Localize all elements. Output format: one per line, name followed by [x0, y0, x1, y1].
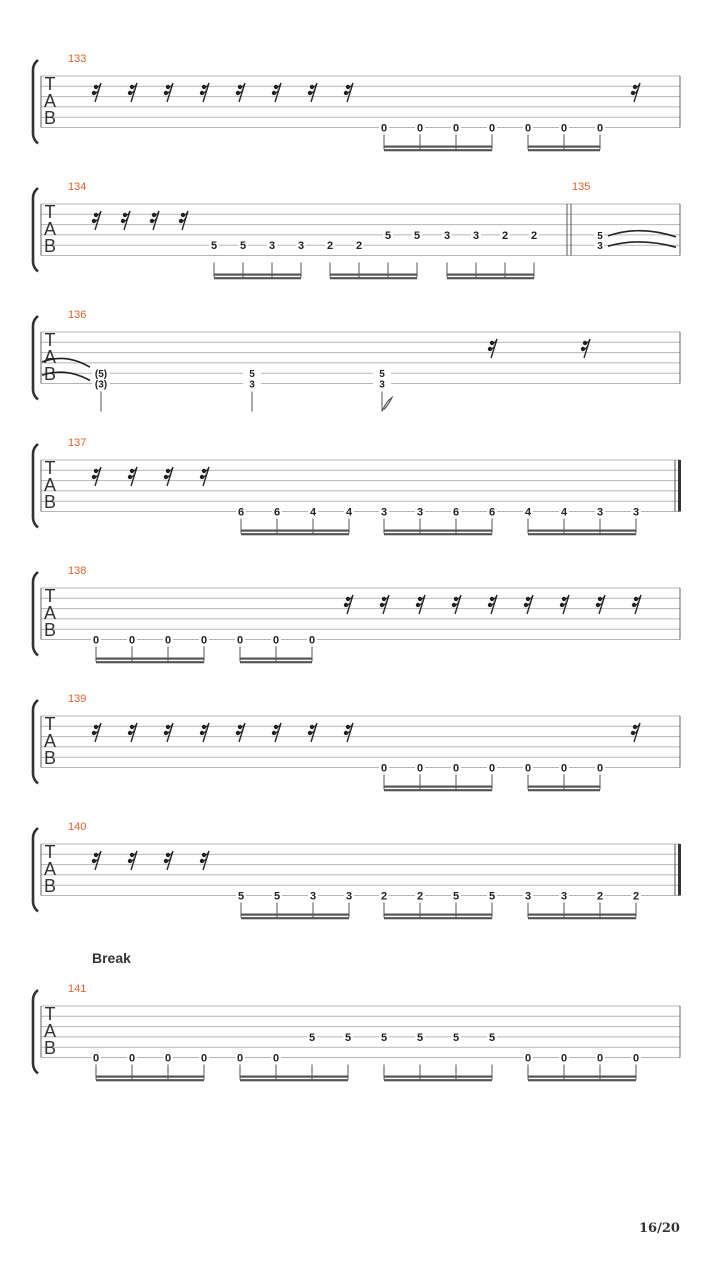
- fret-number: 3: [380, 506, 388, 519]
- fret-number: 0: [164, 1052, 172, 1065]
- fret-number: 0: [236, 1052, 244, 1065]
- tied-chord: [594, 228, 676, 252]
- tab-clef-a: A: [43, 475, 57, 495]
- measure-number: 134: [68, 181, 87, 193]
- tab-clef-t: T: [44, 74, 56, 94]
- fret-number: 0: [380, 762, 388, 775]
- fret-number: 2: [501, 229, 509, 242]
- beam: [447, 274, 534, 276]
- beam-group: [523, 505, 641, 536]
- tab-clef-b: B: [43, 364, 57, 384]
- fret-number: 2: [380, 890, 388, 903]
- fret-number: 0: [524, 122, 532, 135]
- fret-number: 5: [379, 369, 385, 381]
- tab-clef-b: B: [43, 620, 57, 640]
- fret-number: 3: [560, 890, 568, 903]
- beam: [214, 274, 301, 276]
- barline-thick: [678, 460, 681, 512]
- beam: [384, 789, 492, 791]
- fret-number: 0: [272, 1052, 280, 1065]
- measure-number: 137: [68, 437, 87, 449]
- beam-group: [235, 633, 317, 664]
- fret-number: 3: [472, 229, 480, 242]
- tab-clef-b: B: [43, 492, 57, 512]
- measure-number: 136: [68, 309, 87, 321]
- fret-number: 5: [210, 240, 218, 253]
- tab-staff-5: [33, 565, 680, 663]
- fret-number: 0: [452, 762, 460, 775]
- beam: [384, 1079, 492, 1081]
- beam: [96, 661, 204, 663]
- fret-number: 5: [488, 890, 496, 903]
- fret-number: 0: [236, 634, 244, 647]
- measure-number: 140: [68, 821, 87, 833]
- beam-group: [236, 505, 354, 536]
- tab-clef-b: B: [43, 108, 57, 128]
- beam: [241, 530, 349, 532]
- system-bracket: [33, 188, 38, 272]
- beam: [96, 658, 204, 660]
- beam: [384, 533, 492, 535]
- tab-clef-a: A: [43, 347, 57, 367]
- fret-number: 0: [200, 634, 208, 647]
- fret-number: 5: [380, 1031, 388, 1044]
- tab-clef-b: B: [43, 876, 57, 896]
- fret-number: 6: [273, 506, 281, 519]
- beam: [384, 530, 492, 532]
- fret-number: 3: [597, 241, 603, 253]
- beam: [240, 658, 312, 660]
- beam-group: [91, 633, 209, 664]
- fret-number: 0: [380, 122, 388, 135]
- beam-group: [523, 761, 605, 792]
- beam: [384, 146, 492, 148]
- beam: [528, 789, 600, 791]
- beam: [96, 1076, 204, 1078]
- fret-number: 0: [92, 1052, 100, 1065]
- fret-number: 6: [488, 506, 496, 519]
- beam-group: [325, 228, 422, 279]
- beam-group: [209, 238, 306, 279]
- beam: [528, 1079, 636, 1081]
- beam: [241, 533, 349, 535]
- fret-number: 3: [309, 890, 317, 903]
- tab-staff-2: [33, 181, 680, 279]
- fret-number: 0: [524, 762, 532, 775]
- beam: [384, 917, 492, 919]
- fret-number: 5: [237, 890, 245, 903]
- fret-number: 2: [416, 890, 424, 903]
- beam-group: [236, 889, 354, 920]
- beam-group: [379, 889, 497, 920]
- fret-number: 0: [488, 762, 496, 775]
- fret-number: 0: [452, 122, 460, 135]
- tab-staff-6: [33, 693, 680, 791]
- beam: [528, 530, 636, 532]
- tab-staff-1: [33, 53, 680, 151]
- beam-group: [91, 1051, 209, 1082]
- tab-clef-b: B: [43, 236, 57, 256]
- tab-clef-a: A: [43, 859, 57, 879]
- beam: [241, 917, 349, 919]
- fret-number: 2: [355, 240, 363, 253]
- system-bracket: [33, 572, 38, 656]
- fret-number: 3: [524, 890, 532, 903]
- tab-clef-a: A: [43, 1021, 57, 1041]
- tab-clef-t: T: [44, 842, 56, 862]
- beam: [447, 277, 534, 279]
- fret-number: 5: [452, 1031, 460, 1044]
- beam: [528, 146, 600, 148]
- fret-number: 5: [452, 890, 460, 903]
- fret-number: 3: [443, 229, 451, 242]
- fret-number: 4: [345, 506, 353, 519]
- system-bracket: [33, 60, 38, 144]
- fret-number: 2: [326, 240, 334, 253]
- measure-number: 139: [68, 693, 87, 705]
- beam: [240, 1076, 348, 1078]
- fret-number: 4: [524, 506, 532, 519]
- beam: [528, 1076, 636, 1078]
- tab-clef-t: T: [44, 714, 56, 734]
- system-bracket: [33, 828, 38, 912]
- fret-number: 2: [530, 229, 538, 242]
- beam: [528, 786, 600, 788]
- fret-number: (5): [94, 369, 108, 381]
- tab-clef-t: T: [44, 586, 56, 606]
- tie-arc: [608, 231, 676, 237]
- page-number: 16/20: [639, 1221, 680, 1236]
- beam: [528, 917, 636, 919]
- fret-number: 0: [272, 634, 280, 647]
- beam: [240, 661, 312, 663]
- system-bracket: [33, 990, 38, 1074]
- fret-number: 5: [416, 1031, 424, 1044]
- fret-number: (3): [94, 379, 108, 391]
- fret-number: 0: [128, 634, 136, 647]
- tie-arc: [608, 242, 676, 247]
- barline-thick: [678, 844, 681, 896]
- fret-number: 3: [632, 506, 640, 519]
- fret-number: 2: [596, 890, 604, 903]
- tab-clef-t: T: [44, 1004, 56, 1024]
- tab-clef-a: A: [43, 731, 57, 751]
- beam: [384, 786, 492, 788]
- beam: [384, 914, 492, 916]
- fret-number: 0: [596, 762, 604, 775]
- fret-number: 0: [524, 1052, 532, 1065]
- fret-number: 3: [379, 379, 385, 391]
- fret-number: 3: [596, 506, 604, 519]
- fret-number: 0: [632, 1052, 640, 1065]
- fret-number: 5: [597, 230, 603, 242]
- system-bracket: [33, 700, 38, 784]
- beam: [384, 1076, 492, 1078]
- measure-number: 135: [572, 181, 591, 193]
- beam-group: [235, 1030, 353, 1081]
- tab-clef-t: T: [44, 458, 56, 478]
- tab-clef-b: B: [43, 748, 57, 768]
- tab-clef-b: B: [43, 1038, 57, 1058]
- fret-number: 3: [249, 379, 255, 391]
- beam: [528, 533, 636, 535]
- beam: [330, 277, 417, 279]
- fret-number: 3: [297, 240, 305, 253]
- fret-number: 0: [200, 1052, 208, 1065]
- fret-number: 3: [345, 890, 353, 903]
- beam-group: [379, 505, 497, 536]
- fret-number: 5: [273, 890, 281, 903]
- beam-group: [523, 889, 641, 920]
- fret-number: 5: [413, 229, 421, 242]
- beam: [384, 149, 492, 151]
- measure-number: 133: [68, 53, 87, 65]
- fret-number: 6: [237, 506, 245, 519]
- beam: [528, 149, 600, 151]
- tab-clef-t: T: [44, 330, 56, 350]
- beam: [96, 1079, 204, 1081]
- fret-number: 0: [128, 1052, 136, 1065]
- fret-number: 0: [488, 122, 496, 135]
- beam: [214, 277, 301, 279]
- beam-group: [523, 1051, 641, 1082]
- fret-number: 0: [164, 634, 172, 647]
- fret-number: 2: [632, 890, 640, 903]
- fret-number: 4: [309, 506, 317, 519]
- fret-number: 0: [596, 122, 604, 135]
- chord: [92, 366, 110, 411]
- tab-clef-t: T: [44, 202, 56, 222]
- fret-number: 0: [560, 122, 568, 135]
- fret-number: 5: [239, 240, 247, 253]
- system-bracket: [33, 316, 38, 400]
- beam: [240, 1079, 348, 1081]
- fret-number: 0: [560, 1052, 568, 1065]
- beam-group: [523, 121, 605, 152]
- tab-staff-3: [33, 309, 680, 412]
- tab-staff-7: [33, 821, 681, 919]
- fret-number: 6: [452, 506, 460, 519]
- tab-staff-8: [33, 983, 680, 1081]
- fret-number: 3: [416, 506, 424, 519]
- fret-number: 5: [308, 1031, 316, 1044]
- measure-number: 141: [68, 983, 87, 995]
- fret-number: 3: [268, 240, 276, 253]
- system-bracket: [33, 444, 38, 528]
- chord: [243, 366, 261, 411]
- fret-number: 0: [560, 762, 568, 775]
- tab-clef-a: A: [43, 219, 57, 239]
- beam-group: [379, 761, 497, 792]
- tab-staff-4: [33, 437, 681, 535]
- beam: [241, 914, 349, 916]
- beam: [330, 274, 417, 276]
- fret-number: 0: [416, 122, 424, 135]
- fret-number: 0: [596, 1052, 604, 1065]
- beam-group: [442, 228, 539, 279]
- fret-number: 5: [488, 1031, 496, 1044]
- fret-number: 0: [416, 762, 424, 775]
- tab-clef-a: A: [43, 603, 57, 623]
- fret-number: 5: [344, 1031, 352, 1044]
- fret-number: 5: [384, 229, 392, 242]
- beam-group: [379, 121, 497, 152]
- fret-number: 4: [560, 506, 568, 519]
- tab-clef-a: A: [43, 91, 57, 111]
- fret-number: 0: [308, 634, 316, 647]
- note-flag: [382, 398, 392, 412]
- fret-number: 0: [92, 634, 100, 647]
- fret-number: 5: [249, 369, 255, 381]
- beam-group: [379, 1030, 497, 1081]
- beam: [528, 914, 636, 916]
- measure-number: 138: [68, 565, 87, 577]
- section-label-break: Break: [92, 950, 131, 966]
